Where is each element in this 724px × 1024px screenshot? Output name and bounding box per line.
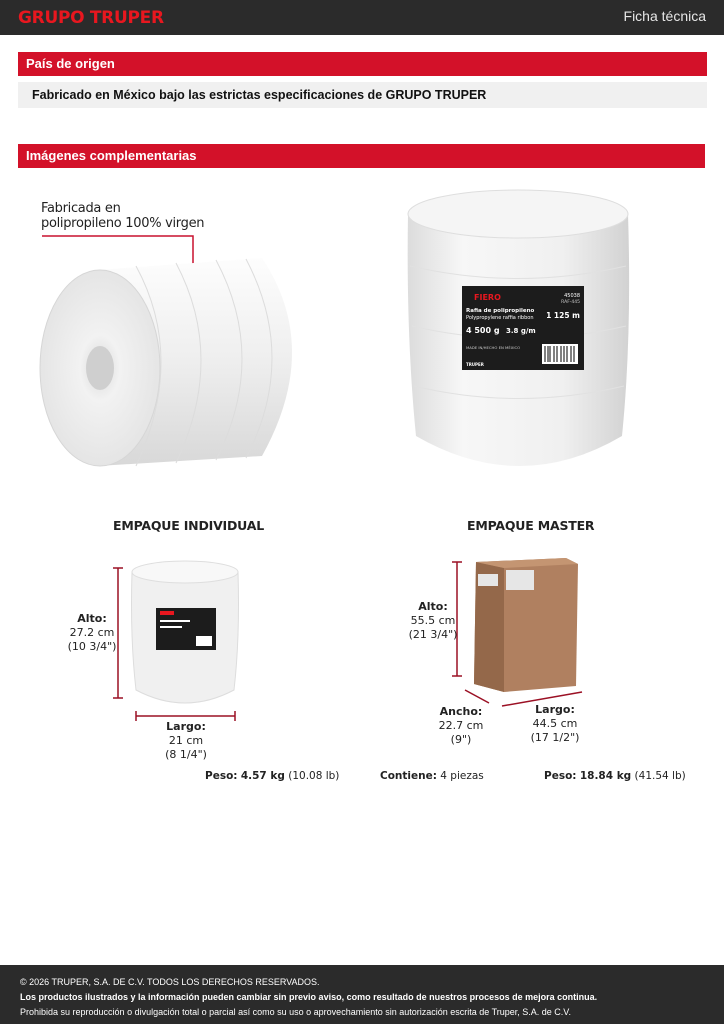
individual-height-in: (10 3/4")	[67, 640, 117, 653]
individual-length-label: Largo:	[166, 720, 206, 733]
master-package-title: EMPAQUE MASTER	[467, 518, 595, 533]
label-truper: TRUPER	[466, 362, 484, 367]
master-height	[402, 600, 464, 642]
individual-weight	[205, 770, 339, 782]
individual-height-label: Alto:	[77, 612, 107, 625]
individual-length-in: (8 1/4")	[165, 748, 207, 761]
individual-weight-lb: (10.08 lb)	[288, 770, 340, 782]
label-brand: FIERO	[474, 293, 501, 302]
master-weight-label: Peso:	[544, 770, 577, 782]
master-height-label: Alto:	[418, 600, 448, 613]
label-weight: 4 500 g	[466, 326, 500, 335]
master-length-in: (17 1/2")	[530, 731, 580, 744]
master-height-in: (21 3/4")	[408, 628, 458, 641]
document-type-label: Ficha técnica	[623, 8, 706, 24]
individual-height-cm: 27.2 cm	[69, 626, 115, 639]
label-gauge: 3.8 g/m	[506, 327, 536, 335]
master-contains	[380, 770, 484, 782]
master-weight-lb: (41.54 lb)	[634, 770, 686, 782]
master-width-cm: 22.7 cm	[438, 719, 484, 732]
master-weight-kg: 18.84 kg	[579, 770, 632, 782]
individual-package-title: EMPAQUE INDIVIDUAL	[113, 518, 264, 533]
master-width-in: (9")	[450, 733, 472, 746]
master-weight	[544, 770, 686, 782]
origin-section-title: País de origen	[18, 52, 707, 76]
master-width-label: Ancho:	[439, 705, 483, 718]
material-callout-line2: polipropileno 100% virgen	[41, 216, 205, 231]
master-height-cm: 55.5 cm	[410, 614, 456, 627]
label-made-in: MADE IN/HECHO EN MÉXICO	[466, 345, 521, 350]
master-length	[524, 703, 586, 745]
individual-weight-kg: 4.57 kg	[240, 770, 285, 782]
footer-notice: Los productos ilustrados y la información pueden cambiar sin previo aviso, como resultado de nuestros procesos de mejora continua.	[20, 992, 598, 1002]
master-width	[430, 705, 492, 747]
brand-logo: GRUPO TRUPER	[18, 8, 164, 28]
individual-weight-label: Peso:	[205, 770, 238, 782]
footer-legal: Prohibida su reproducción o divulgación total o parcial así como su uso o aprovechamiento sin autorización escrita de Truper, S.A. de C.V.	[20, 1007, 571, 1017]
label-length: 1 125 m	[546, 311, 580, 320]
label-name-en: Polypropylene raffia ribbon	[466, 315, 534, 321]
label-model: RAF-445	[561, 300, 580, 305]
master-length-cm: 44.5 cm	[532, 717, 578, 730]
master-contains-label: Contiene:	[380, 770, 437, 782]
label-code: 45038	[564, 293, 580, 299]
master-length-label: Largo:	[535, 703, 575, 716]
origin-text: Fabricado en México bajo las estrictas especificaciones de GRUPO TRUPER	[18, 82, 707, 108]
footer-copyright: © 2026 TRUPER, S.A. DE C.V. TODOS LOS DERECHOS RESERVADOS.	[20, 977, 320, 987]
images-section-title: Imágenes complementarias	[18, 144, 705, 168]
material-callout-line1: Fabricada en	[41, 201, 121, 216]
individual-length-cm: 21 cm	[168, 734, 204, 747]
master-contains-value: 4 piezas	[440, 770, 484, 782]
page-footer	[0, 965, 724, 1024]
label-name-es: Rafia de polipropileno	[466, 308, 535, 314]
